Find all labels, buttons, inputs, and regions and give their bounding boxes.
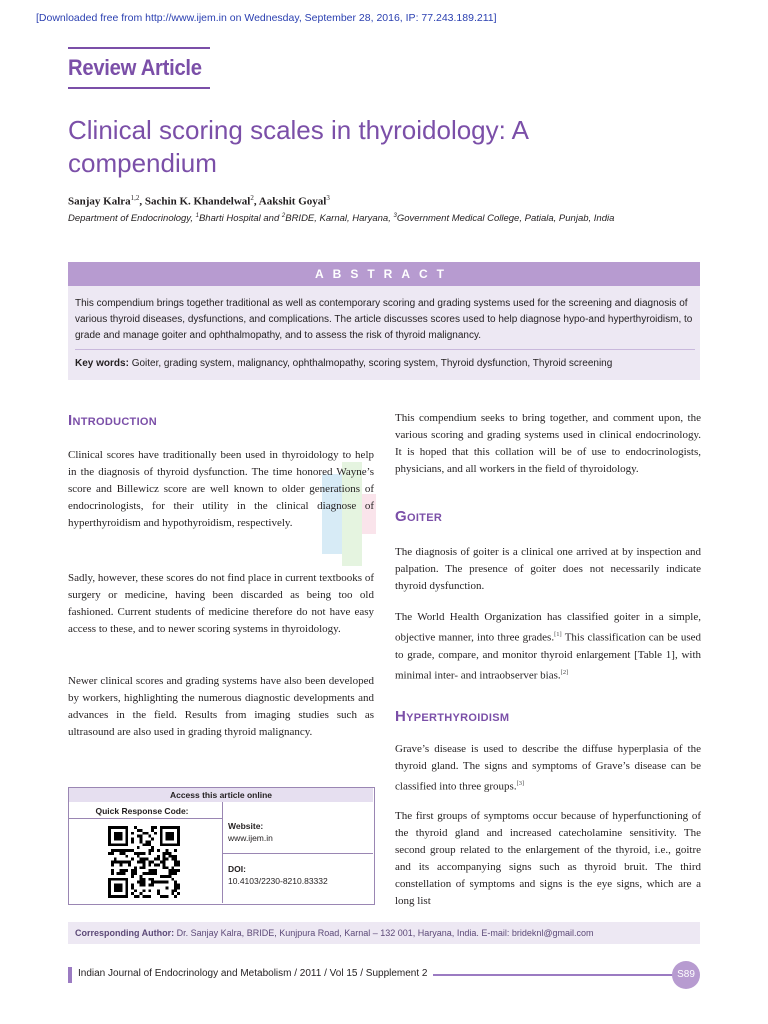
author-affil-mark: 3	[326, 194, 330, 202]
footer-rule	[433, 974, 675, 976]
intro-paragraph-2: Sadly, however, these scores do not find place in current textbooks of surgery or medicine, having been discarded as being too old fashioned. Current students of medicine therefore do not have easy access to these, and to newer scoring systems in thyroidology.	[68, 572, 374, 635]
intro-paragraph-3: Newer clinical scores and grading systems have also been developed by workers, highlighting the numerous diagnostic developments and advances in the field. Results from imaging studies such as ultrasound are also used in grading thyroid malignancy.	[68, 675, 374, 738]
doi-label: DOI:	[228, 864, 246, 874]
author-name: Sanjay Kalra	[68, 195, 131, 208]
journal-footer: Indian Journal of Endocrinology and Metabolism / 2011 / Vol 15 / Supplement 2	[78, 968, 428, 979]
intro-paragraph-4: This compendium seeks to bring together, and comment upon, the various scoring and grading systems used in clinical endocrinology. It is hoped that this collation will be of use to endocrinologists, physicians, and all workers in the field of thyroidology.	[395, 412, 701, 475]
access-box-divider	[222, 853, 373, 854]
qr-code-image[interactable]	[108, 826, 180, 898]
author-list: Sanjay Kalra$^{1,2}$, Sachin K. Khandelwal$^2$, Aakshit Goyal$^3$	[68, 194, 330, 208]
abstract-text: This compendium brings together traditional as well as contemporary scoring and grading systems used for the screening and diagnosis of various thyroid diseases, dysfunctions, and complications. The article discusses scores used to help diagnose hypo-and hyperthyroidism, to grade and manage goiter and ophthalmopathy, and to assess the risk of thyroid malignancy.	[75, 298, 693, 341]
author-affil-mark: 1,2	[130, 194, 140, 202]
qr-code-label: Quick Response Code:	[95, 806, 189, 816]
section-heading-goiter: Goiter	[395, 508, 443, 525]
hyperthyroidism-paragraph-2: The first groups of symptoms occur because of hyperfunctioning of the thyroid gland and increased catecholamine sensitivity. The second group related to the enlargement of the thyroid, i.e., goitre and its accompanying signs such as thyroid bruit. The third constellation of symptoms and signs is the eye signs, which are a long list	[395, 810, 701, 907]
citation-link[interactable]: [3]	[516, 780, 525, 787]
website-label: Website:	[228, 821, 264, 831]
author-name: Aakshit Goyal	[258, 195, 327, 208]
doi-link[interactable]: 10.4103/2230-8210.83332	[228, 876, 328, 886]
abstract-header: ABSTRACT	[68, 262, 700, 286]
keywords-list: Goiter, grading system, malignancy, ophthalmopathy, scoring system, Thyroid dysfunction, Thyroid screening	[131, 358, 613, 369]
access-article-header: Access this article online	[69, 788, 373, 802]
article-title: Clinical scoring scales in thyroidology: A compendium	[68, 115, 528, 178]
author-name: Sachin K. Khandelwal	[144, 195, 251, 208]
article-type: Review Article	[68, 55, 202, 80]
goiter-paragraph-1: The diagnosis of goiter is a clinical one arrived at by inspection and palpation. The presence of goiter does not necessarily indicate thyroid dysfunction.	[395, 546, 701, 592]
download-note: [Downloaded free from http://www.ijem.in on Wednesday, September 28, 2016, IP: 77.243.189.211]	[36, 12, 497, 24]
section-heading-hyperthyroidism: Hyperthyroidism	[395, 708, 510, 725]
page-number-badge: S89	[672, 961, 700, 989]
corresponding-author	[75, 928, 594, 938]
section-heading-introduction: Introduction	[68, 412, 158, 429]
affiliation: Department of Endocrinology, $^1$Bharti Hospital and $^2$BRIDE, Karnal, Haryana, $^3$Government Medical College, Patiala, Punjab, India	[68, 213, 615, 225]
hyperthyroidism-paragraph-1: Grave’s disease is used to describe the diffuse hyperplasia of the thyroid gland. The signs and symptoms of Grave’s disease can be classified into three groups.[3]	[395, 743, 701, 793]
author-affil-mark: 2	[250, 194, 254, 202]
keywords	[75, 358, 695, 369]
goiter-paragraph-2: The World Health Organization has classified goiter in a simple, objective manner, into three grades.[1] This classification can be used to grade, compare, and monitor thyroid enlargement [Table 1], with minimal inter- and intraobserver bias.[2]	[395, 611, 702, 682]
citation-link[interactable]: [2]	[560, 668, 569, 676]
corresponding-author-details: Dr. Sanjay Kalra, BRIDE, Kunjpura Road, Karnal – 132 001, Haryana, India. E-mail: brideknl@gmail.com	[174, 928, 594, 938]
footer-accent-bar	[68, 967, 72, 983]
access-box-divider	[69, 818, 222, 819]
intro-paragraph-1: Clinical scores have traditionally been used in thyroidology to help in the diagnosis of thyroid dysfunction. The time honored Wayne’s score and Billewicz score are well known to older generations of endocrinologists, for their utility in the clinical diagnose of hyperthyroidism and hypothyroidism, respectively.	[68, 449, 374, 529]
article-type-rule-top	[68, 47, 210, 49]
abstract-divider	[75, 349, 695, 350]
keywords-label: Key words:	[75, 358, 129, 369]
website-link[interactable]: www.ijem.in	[228, 833, 273, 843]
citation-link[interactable]: [1]	[554, 631, 562, 638]
article-type-rule-bottom	[68, 87, 210, 89]
corresponding-author-label: Corresponding Author:	[75, 928, 175, 938]
